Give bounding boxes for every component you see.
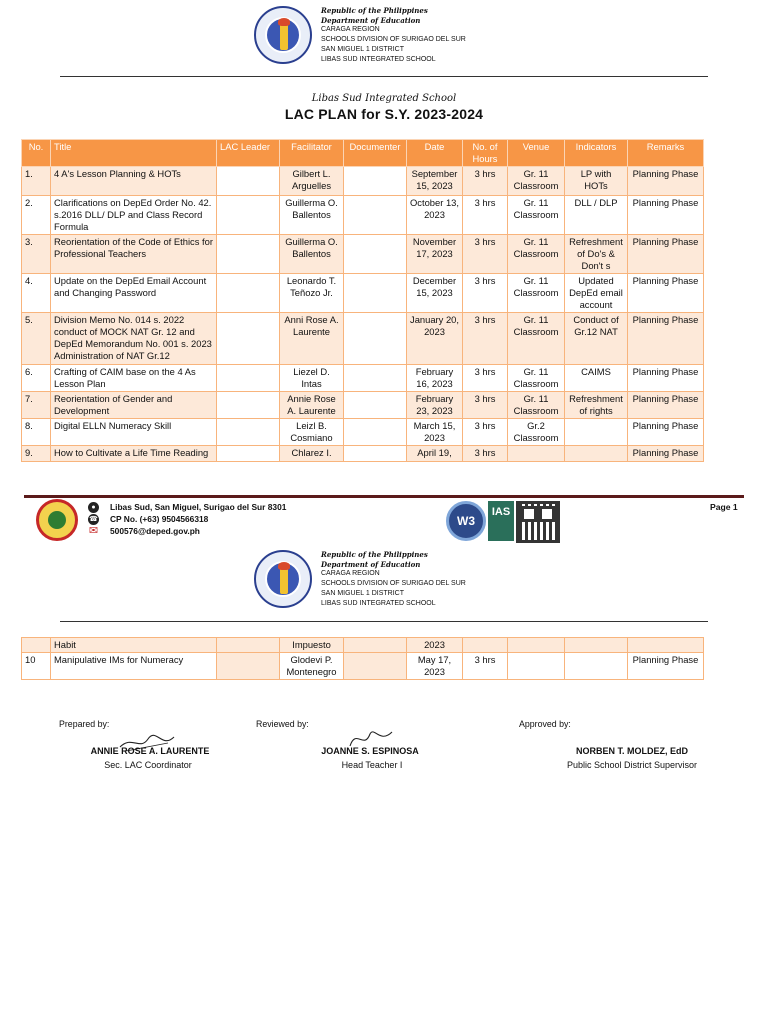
cell-facilitator: Leonardo T. Teñozo Jr.: [280, 274, 344, 313]
cell-remarks: Planning Phase: [628, 167, 704, 196]
cell-hours: 3 hrs: [463, 653, 508, 680]
ias-badge: IAS: [488, 501, 514, 541]
cell-leader: [217, 274, 280, 313]
school-name: Libas Sud Integrated School: [311, 93, 457, 104]
cell-leader: [217, 196, 280, 235]
cell-no: 3.: [22, 235, 51, 274]
letterhead-division: SCHOOLS DIVISION OF SURIGAO DEL SUR: [321, 580, 466, 588]
cell-indicators: Updated DepEd email account: [565, 274, 628, 313]
letterhead: [321, 6, 466, 64]
cell-title: Crafting of CAIM base on the 4 As Lesson Plan: [51, 365, 217, 392]
cell-remarks: Planning Phase: [628, 365, 704, 392]
cell-no: 8.: [22, 419, 51, 446]
reviewed-by-label: Reviewed by:: [256, 719, 309, 729]
table-row: [22, 638, 704, 653]
page-title: LAC PLAN for S.Y. 2023-2024: [284, 106, 484, 122]
cell-remarks: Planning Phase: [628, 196, 704, 235]
letterhead-divider: [60, 621, 708, 622]
lac-plan-table: [21, 139, 704, 462]
cell-indicators: Refreshment of rights: [565, 392, 628, 419]
cell-venue: Gr. 11 Classroom: [508, 274, 565, 313]
prepared-by-position: Sec. LAC Coordinator: [104, 760, 192, 770]
table-row: [22, 274, 704, 313]
cell-leader: [217, 638, 280, 653]
approved-by-position: Public School District Supervisor: [566, 760, 698, 770]
letterhead-republic: Republic of the Philippines: [321, 550, 428, 559]
table-row: [22, 167, 704, 196]
cell-hours: 3 hrs: [463, 274, 508, 313]
cell-indicators: Conduct of Gr.12 NAT: [565, 313, 628, 365]
table-row: [22, 653, 704, 680]
mail-icon: ✉: [88, 525, 99, 537]
cell-facilitator: Guillerma O. Ballentos: [280, 196, 344, 235]
location-icon: ●: [88, 502, 99, 513]
cell-title: Manipulative IMs for Numeracy: [51, 653, 217, 680]
col-header-documenter: Documenter: [344, 140, 407, 167]
cell-no: 6.: [22, 365, 51, 392]
cell-no: [22, 638, 51, 653]
cell-no: 2.: [22, 196, 51, 235]
prepared-by-label: Prepared by:: [59, 719, 110, 729]
cell-remarks: Planning Phase: [628, 392, 704, 419]
cell-no: 5.: [22, 313, 51, 365]
cell-date: 2023: [407, 638, 463, 653]
reviewed-by-position: Head Teacher I: [341, 760, 403, 770]
cell-facilitator: Liezel D. Intas: [280, 365, 344, 392]
letterhead-region: CARAGA REGION: [321, 26, 380, 34]
cell-leader: [217, 235, 280, 274]
cell-title: Clarifications on DepEd Order No. 42. s.2016 DLL/ DLP and Class Record Formula: [51, 196, 217, 235]
cell-no: 9.: [22, 446, 51, 462]
letterhead-department: Department of Education: [321, 559, 421, 569]
table-row: [22, 313, 704, 365]
cell-venue: [508, 653, 565, 680]
col-header-date: Date: [407, 140, 463, 167]
cell-title: Division Memo No. 014 s. 2022 conduct of MOCK NAT Gr. 12 and DepEd Memorandum No. 001 s. 2023 Administration of NAT Gr.12: [51, 313, 217, 365]
cell-remarks: Planning Phase: [628, 313, 704, 365]
cell-date: January 20, 2023: [407, 313, 463, 365]
cell-venue: Gr. 11 Classroom: [508, 365, 565, 392]
cell-documenter: [344, 446, 407, 462]
cell-indicators: [565, 638, 628, 653]
cell-hours: 3 hrs: [463, 235, 508, 274]
cell-no: 10: [22, 653, 51, 680]
letterhead-republic: Republic of the Philippines: [321, 6, 428, 15]
cell-documenter: [344, 274, 407, 313]
deped-seal: [254, 6, 312, 64]
footer-phone: CP No. (+63) 9504566318: [110, 514, 209, 524]
cell-hours: 3 hrs: [463, 313, 508, 365]
cell-hours: 3 hrs: [463, 392, 508, 419]
cell-documenter: [344, 196, 407, 235]
col-header-title: Title: [51, 140, 217, 167]
cell-title: How to Cultivate a Life Time Reading: [51, 446, 217, 462]
cell-venue: Gr. 11 Classroom: [508, 235, 565, 274]
cell-documenter: [344, 419, 407, 446]
cell-hours: 3 hrs: [463, 419, 508, 446]
cell-date: April 19,: [407, 446, 463, 462]
cell-date: May 17, 2023: [407, 653, 463, 680]
cell-venue: [508, 638, 565, 653]
cell-hours: 3 hrs: [463, 365, 508, 392]
table-row: [22, 196, 704, 235]
cell-facilitator: Guillerma O. Ballentos: [280, 235, 344, 274]
table-header-row: [22, 140, 704, 167]
letterhead-district: SAN MIGUEL 1 DISTRICT: [321, 45, 404, 53]
cell-indicators: DLL / DLP: [565, 196, 628, 235]
col-header-remarks: Remarks: [628, 140, 704, 167]
approved-by-name: NORBEN T. MOLDEZ, EdD: [576, 746, 688, 756]
letterhead-district: SAN MIGUEL 1 DISTRICT: [321, 589, 404, 597]
cell-remarks: Planning Phase: [628, 446, 704, 462]
col-header-venue: Venue: [508, 140, 565, 167]
cell-facilitator: Anni Rose A. Laurente: [280, 313, 344, 365]
letterhead-school: LIBAS SUD INTEGRATED SCHOOL: [321, 599, 436, 607]
footer-address: Libas Sud, San Miguel, Surigao del Sur 8301: [110, 502, 287, 512]
cell-title: Update on the DepEd Email Account and Changing Password: [51, 274, 217, 313]
cell-indicators: Refreshment of Do's & Don't s: [565, 235, 628, 274]
reviewed-by-name: JOANNE S. ESPINOSA: [321, 746, 419, 756]
cell-leader: [217, 313, 280, 365]
cell-date: September 15, 2023: [407, 167, 463, 196]
cell-indicators: LP with HOTs: [565, 167, 628, 196]
col-header-hours: No. of Hours: [463, 140, 508, 167]
cell-remarks: Planning Phase: [628, 274, 704, 313]
w3-badge: W3: [446, 501, 486, 541]
cell-documenter: [344, 313, 407, 365]
table-row: [22, 365, 704, 392]
school-logo: [36, 499, 78, 541]
letterhead-school: LIBAS SUD INTEGRATED SCHOOL: [321, 55, 436, 63]
col-header-indicators: Indicators: [565, 140, 628, 167]
phone-icon: ☎: [89, 516, 98, 523]
cell-indicators: CAIMS: [565, 365, 628, 392]
cell-date: November 17, 2023: [407, 235, 463, 274]
cell-hours: 3 hrs: [463, 167, 508, 196]
cell-no: 1.: [22, 167, 51, 196]
letterhead-division: SCHOOLS DIVISION OF SURIGAO DEL SUR: [321, 36, 466, 44]
lac-plan-table-continued: [21, 637, 704, 680]
cell-remarks: Planning Phase: [628, 653, 704, 680]
cell-hours: 3 hrs: [463, 446, 508, 462]
cell-documenter: [344, 235, 407, 274]
cell-hours: 3 hrs: [463, 196, 508, 235]
letterhead-department: Department of Education: [321, 15, 421, 25]
cell-date: December 15, 2023: [407, 274, 463, 313]
cell-indicators: [565, 419, 628, 446]
footer-divider: [24, 495, 744, 498]
cell-leader: [217, 653, 280, 680]
cell-venue: [508, 446, 565, 462]
cell-leader: [217, 392, 280, 419]
deped-seal: [254, 550, 312, 608]
cell-title: Habit: [51, 638, 217, 653]
cell-title: 4 A's Lesson Planning & HOTs: [51, 167, 217, 196]
cell-leader: [217, 446, 280, 462]
cell-facilitator: Leizl B. Cosmiano: [280, 419, 344, 446]
col-header-no: No.: [22, 140, 51, 167]
cell-date: February 23, 2023: [407, 392, 463, 419]
col-header-facilitator: Facilitator: [280, 140, 344, 167]
cell-date: February 16, 2023: [407, 365, 463, 392]
cell-venue: Gr. 11 Classroom: [508, 167, 565, 196]
letterhead-divider: [60, 76, 708, 77]
cell-remarks: [628, 638, 704, 653]
cell-remarks: Planning Phase: [628, 235, 704, 274]
table-row: [22, 419, 704, 446]
cell-facilitator: Impuesto: [280, 638, 344, 653]
table-row: [22, 392, 704, 419]
cell-documenter: [344, 167, 407, 196]
cell-indicators: [565, 653, 628, 680]
table-row: [22, 235, 704, 274]
approved-by-label: Approved by:: [519, 719, 571, 729]
cell-venue: Gr. 11 Classroom: [508, 392, 565, 419]
prepared-by-name: ANNIE ROSE A. LAURENTE: [90, 746, 210, 756]
cell-no: 4.: [22, 274, 51, 313]
cell-indicators: [565, 446, 628, 462]
cell-title: Digital ELLN Numeracy Skill: [51, 419, 217, 446]
cell-documenter: [344, 638, 407, 653]
footer-email: 500576@deped.gov.ph: [110, 526, 200, 536]
cell-venue: Gr.2 Classroom: [508, 419, 565, 446]
qr-code: [516, 501, 560, 543]
cell-leader: [217, 365, 280, 392]
cell-no: 7.: [22, 392, 51, 419]
cell-documenter: [344, 365, 407, 392]
cell-date: October 13, 2023: [407, 196, 463, 235]
cell-facilitator: Annie Rose A. Laurente: [280, 392, 344, 419]
cell-venue: Gr. 11 Classroom: [508, 196, 565, 235]
letterhead-region: CARAGA REGION: [321, 570, 380, 578]
cell-venue: Gr. 11 Classroom: [508, 313, 565, 365]
letterhead: [321, 550, 466, 608]
cell-leader: [217, 167, 280, 196]
col-header-lac-leader: LAC Leader: [217, 140, 280, 167]
cell-title: Reorientation of Gender and Development: [51, 392, 217, 419]
table-row: [22, 446, 704, 462]
cell-documenter: [344, 653, 407, 680]
page-number: Page 1: [710, 502, 738, 512]
cell-title: Reorientation of the Code of Ethics for Professional Teachers: [51, 235, 217, 274]
cell-date: March 15, 2023: [407, 419, 463, 446]
cell-hours: [463, 638, 508, 653]
cell-facilitator: Gilbert L. Arguelles: [280, 167, 344, 196]
cell-remarks: Planning Phase: [628, 419, 704, 446]
cell-documenter: [344, 392, 407, 419]
cell-leader: [217, 419, 280, 446]
cell-facilitator: Glodevi P. Montenegro: [280, 653, 344, 680]
cell-facilitator: Chlarez I.: [280, 446, 344, 462]
